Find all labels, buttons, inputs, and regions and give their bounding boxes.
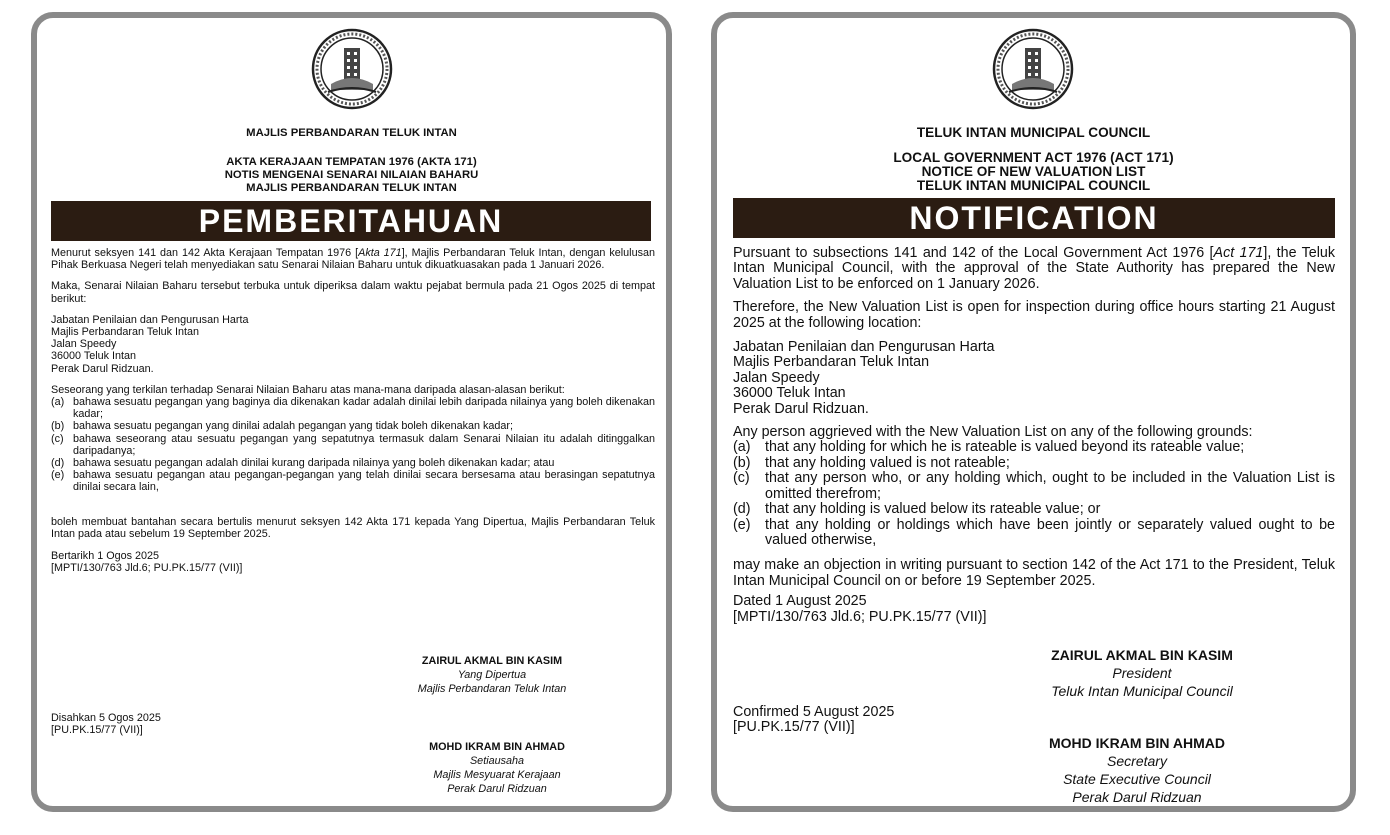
act-title: AKTA KERAJAAN TEMPATAN 1976 (AKTA 171) <box>226 156 477 168</box>
confirmed-line: Confirmed 5 August 2025 <box>733 704 895 720</box>
ground-item: (c) bahawa seseorang atau sesuatu pegangan yang sepatutnya termasuk dalam Senarai Nilaian itu adalah ditinggalkan daripadanya; <box>51 432 655 457</box>
notification-banner: NOTIFICATION <box>733 198 1335 238</box>
notification-banner: PEMBERITAHUAN <box>51 201 651 241</box>
inspection-paragraph: Therefore, the New Valuation List is open for inspection during office hours starting 21 August 2025 at the following location: <box>733 299 1335 331</box>
address-line: Jalan Speedy <box>51 338 117 351</box>
signatory-name: MOHD IKRAM BIN AHMAD <box>429 741 565 753</box>
signatory-title: President <box>1112 665 1172 681</box>
act-reference: Act 171 <box>1213 245 1264 261</box>
signatory-state: Perak Darul Ridzuan <box>1072 789 1202 805</box>
reference-number: [PU.PK.15/77 (VII)] <box>733 719 855 736</box>
ground-item: (d) bahawa sesuatu pegangan adalah dinilai kurang daripada nilainya yang boleh dikenakan kadar; atau <box>51 457 555 470</box>
dated-line: Dated 1 August 2025 <box>733 593 867 610</box>
signature-secretary <box>1022 734 1252 806</box>
confirmation-block <box>733 705 1335 736</box>
address-line: Perak Darul Ridzuan. <box>51 362 154 375</box>
signature-president <box>392 654 592 696</box>
address-line: 36000 Teluk Intan <box>51 350 137 363</box>
notice-title: NOTICE OF NEW VALUATION LIST <box>921 164 1146 179</box>
signatory-title: Secretary <box>1107 753 1167 769</box>
signatory-state: Perak Darul Ridzuan <box>447 783 547 795</box>
intro-paragraph: Pursuant to subsections 141 and 142 of the Local Government Act 1976 [Act 171], the Teluk Intan Municipal Council, with the approval of the State Authority has prepared the New Valuation List to be enforced on 1 January 2026. <box>733 245 1335 292</box>
address-block <box>51 314 655 375</box>
reference-number: [PU.PK.15/77 (VII)] <box>51 724 143 737</box>
signatory-name: ZAIRUL AKMAL BIN KASIM <box>1051 647 1233 663</box>
address-line: Perak Darul Ridzuan. <box>733 400 869 417</box>
ground-item: (e) that any holding or holdings which have been jointly or separately valued ought to be valued otherwise, <box>733 516 1335 548</box>
ground-item: (a) that any holding for which he is rateable is valued beyond its rateable value; <box>733 439 1245 456</box>
signature-president <box>1017 646 1267 700</box>
signatory-organisation: Majlis Perbandaran Teluk Intan <box>417 683 567 695</box>
notice-council: MAJLIS PERBANDARAN TELUK INTAN <box>246 182 457 194</box>
dated-line: Bertarikh 1 Ogos 2025 <box>51 550 160 563</box>
address-line: 36000 Teluk Intan <box>733 385 846 402</box>
signatory-organisation: Majlis Mesyuarat Kerajaan <box>433 769 561 781</box>
objection-paragraph: may make an objection in writing pursuant to section 142 of the Act 171 to the President, Teluk Intan Municipal Council on or before 19 September 2025. <box>733 557 1335 589</box>
signatory-title: Setiausaha <box>469 755 525 767</box>
ground-item: (d) that any holding is valued below its rateable value; or <box>733 501 1101 518</box>
grounds-intro: Any person aggrieved with the New Valuation List on any of the following grounds: <box>733 424 1253 441</box>
reference-number: [MPTI/130/763 Jld.6; PU.PK.15/77 (VII)] <box>733 608 987 625</box>
address-line: Jalan Speedy <box>733 369 820 386</box>
address-line: Majlis Perbandaran Teluk Intan <box>51 326 200 339</box>
address-line: Jabatan Penilaian dan Pengurusan Harta <box>51 313 249 326</box>
council-crest-logo <box>992 28 1074 110</box>
ground-item: (a) bahawa sesuatu pegangan yang baginya dia dikenakan kadar adalah dinilai lebih daripada nilainya yang boleh dikenakan kadar; <box>51 396 655 421</box>
confirmed-line: Disahkan 5 Ogos 2025 <box>51 712 161 724</box>
address-block <box>733 340 1335 417</box>
act-title: LOCAL GOVERNMENT ACT 1976 (ACT 171) <box>893 150 1174 165</box>
confirmation-block <box>51 712 655 736</box>
signatory-title: Yang Dipertua <box>457 669 527 681</box>
grounds-intro: Seseorang yang terkilan terhadap Senarai Nilaian Baharu atas mana-mana daripada alasan-alasan berikut: <box>51 383 565 396</box>
grounds-list <box>51 396 655 494</box>
signatory-organisation: State Executive Council <box>1063 771 1211 787</box>
address-line: Jabatan Penilaian dan Pengurusan Harta <box>733 339 995 356</box>
council-name: MAJLIS PERBANDARAN TELUK INTAN <box>246 127 457 139</box>
ground-item: (e) bahawa sesuatu pegangan atau pegangan-pegangan yang telah dinilai secara bersesama atau berasingan sepatutnya dinilai secara lain, <box>51 469 655 494</box>
signatory-organisation: Teluk Intan Municipal Council <box>1051 683 1233 699</box>
act-reference: Akta 171 <box>358 247 402 259</box>
ground-item: (c) that any person who, or any holding which, ought to be included in the Valuation List is omitted therefrom; <box>733 470 1335 502</box>
notice-title: NOTIS MENGENAI SENARAI NILAIAN BAHARU <box>224 169 479 181</box>
inspection-paragraph: Maka, Senarai Nilaian Baharu tersebut terbuka untuk diperiksa dalam waktu pejabat bermula pada 21 Ogos 2025 di tempat berikut: <box>51 280 655 305</box>
notice-body <box>733 246 1335 625</box>
notice-panel-malay <box>31 12 672 812</box>
signatory-name: ZAIRUL AKMAL BIN KASIM <box>421 655 563 667</box>
intro-paragraph: Menurut seksyen 141 dan 142 Akta Kerajaan Tempatan 1976 [Akta 171], Majlis Perbandaran Teluk Intan, dengan kelulusan Pihak Berkuasa Negeri telah menyediakan satu Senarai Nilaian Baharu untuk dikuatkuasakan pada 1 Januari 2026. <box>51 247 655 272</box>
grounds-list <box>733 440 1335 548</box>
council-name: TELUK INTAN MUNICIPAL COUNCIL <box>916 125 1151 140</box>
notice-council: TELUK INTAN MUNICIPAL COUNCIL <box>916 178 1151 193</box>
reference-number: [MPTI/130/763 Jld.6; PU.PK.15/77 (VII)] <box>51 562 243 575</box>
signature-secretary <box>392 740 602 796</box>
notice-panel-english <box>711 12 1356 812</box>
council-crest-logo <box>311 28 393 110</box>
address-line: Majlis Perbandaran Teluk Intan <box>733 354 930 371</box>
notice-body <box>51 247 655 574</box>
ground-item: (b) bahawa sesuatu pegangan yang dinilai adalah pegangan yang tidak boleh dikenakan kadar; <box>51 420 514 433</box>
signatory-name: MOHD IKRAM BIN AHMAD <box>1048 735 1226 751</box>
ground-item: (b) that any holding valued is not rateable; <box>733 454 1010 471</box>
objection-paragraph: boleh membuat bantahan secara bertulis menurut seksyen 142 Akta 171 kepada Yang Dipertua, Majlis Perbandaran Teluk Intan pada atau sebelum 19 September 2025. <box>51 515 655 540</box>
